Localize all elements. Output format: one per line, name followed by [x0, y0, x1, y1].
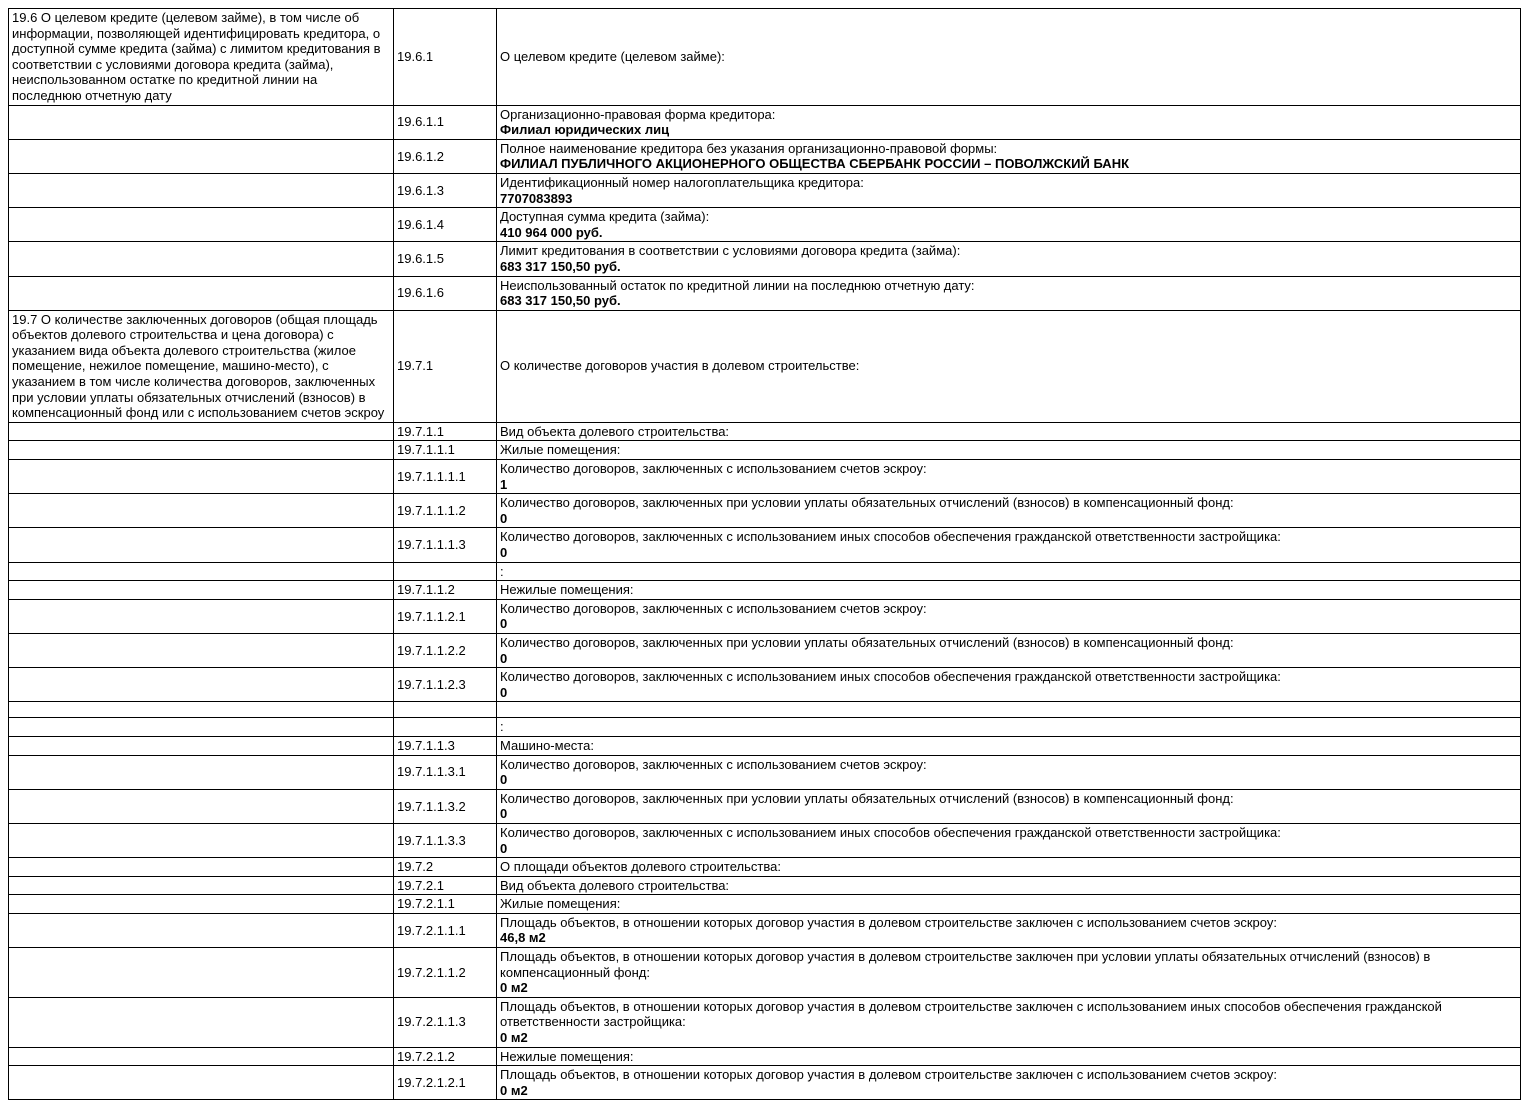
section-description-cell [9, 599, 394, 633]
field-label: Доступная сумма кредита (займа): [500, 209, 710, 225]
field-value: 46,8 м2 [500, 930, 546, 946]
table-row [9, 736, 1521, 755]
item-number-cell: 19.7.1 [394, 310, 497, 422]
field-value: 410 964 000 руб. [500, 224, 603, 240]
field-label: Жилые помещения: [500, 442, 621, 458]
content-cell [497, 736, 1521, 755]
section-description-cell [9, 105, 394, 139]
field-value: 0 [500, 510, 508, 526]
item-number-cell: 19.7.2.1.1.2 [394, 948, 497, 998]
section-description-cell [9, 441, 394, 460]
section-description-cell [9, 858, 394, 877]
content-cell [497, 422, 1521, 441]
field-value: 7707083893 [500, 190, 573, 206]
field-label: Организационно-правовая форма кредитора: [500, 106, 776, 122]
item-number-cell: 19.7.1.1.2 [394, 581, 497, 600]
content-cell [497, 1047, 1521, 1066]
table-row [9, 718, 1521, 737]
item-number-cell: 19.7.1.1 [394, 422, 497, 441]
section-description-cell [9, 789, 394, 823]
table-row [9, 310, 1521, 422]
table-row [9, 823, 1521, 857]
field-label: Количество договоров, заключенных с использованием иных способов обеспечения гражданской ответственности застройщика: [500, 824, 1281, 840]
table-row [9, 876, 1521, 895]
table-row [9, 9, 1521, 106]
field-label: Лимит кредитования в соответствии с условиями договора кредита (займа): [500, 243, 961, 259]
field-value: 0 [500, 650, 508, 666]
field-label: : [500, 719, 504, 735]
item-number-cell: 19.7.2.1.1 [394, 895, 497, 914]
table-row [9, 702, 1521, 718]
field-label: Идентификационный номер налогоплательщика кредитора: [500, 174, 864, 190]
section-description-cell [9, 208, 394, 242]
content-cell [497, 310, 1521, 422]
item-number-cell: 19.7.2.1.2 [394, 1047, 497, 1066]
section-description-cell [9, 755, 394, 789]
section-description-cell [9, 736, 394, 755]
section-description-cell [9, 528, 394, 562]
field-value: 0 м2 [500, 980, 528, 996]
section-description-cell [9, 702, 394, 718]
table-row [9, 789, 1521, 823]
table-row [9, 895, 1521, 914]
content-cell [497, 823, 1521, 857]
table-row [9, 668, 1521, 702]
item-number-cell [394, 702, 497, 718]
content-cell [497, 895, 1521, 914]
field-label: Количество договоров, заключенных с использованием иных способов обеспечения гражданской ответственности застройщика: [500, 669, 1281, 685]
field-label: Количество договоров, заключенных при условии уплаты обязательных отчислений (взносов) в компенсационный фонд: [500, 495, 1234, 511]
content-cell [497, 718, 1521, 737]
content-cell [497, 913, 1521, 947]
item-number-cell: 19.7.1.1.3.3 [394, 823, 497, 857]
item-number-cell: 19.7.2.1.1.1 [394, 913, 497, 947]
field-label: Количество договоров, заключенных с использованием иных способов обеспечения гражданской ответственности застройщика: [500, 529, 1281, 545]
section-description-cell [9, 633, 394, 667]
table-row [9, 755, 1521, 789]
field-label: Площадь объектов, в отношении которых договор участия в долевом строительстве заключен с использованием счетов эскроу: [500, 1067, 1277, 1083]
content-cell [497, 633, 1521, 667]
field-value: 0 [500, 840, 508, 856]
section-description-cell [9, 242, 394, 276]
table-row [9, 139, 1521, 173]
content-cell [497, 1066, 1521, 1100]
table-row [9, 528, 1521, 562]
section-description-cell [9, 1066, 394, 1100]
table-row [9, 633, 1521, 667]
declaration-table [8, 8, 1521, 1100]
item-number-cell: 19.6.1.4 [394, 208, 497, 242]
table-row [9, 599, 1521, 633]
table-row [9, 997, 1521, 1047]
section-description-cell [9, 876, 394, 895]
table-row [9, 441, 1521, 460]
content-cell [497, 441, 1521, 460]
section-description-cell [9, 1047, 394, 1066]
content-cell [497, 276, 1521, 310]
field-label: Вид объекта долевого строительства: [500, 423, 730, 439]
field-label: Количество договоров, заключенных с использованием счетов эскроу: [500, 600, 927, 616]
field-label: Жилые помещения: [500, 896, 621, 912]
item-number-cell: 19.7.1.1.2.3 [394, 668, 497, 702]
table-row [9, 1047, 1521, 1066]
section-description-cell [9, 718, 394, 737]
item-number-cell: 19.6.1.2 [394, 139, 497, 173]
table-row [9, 562, 1521, 581]
field-label: Вид объекта долевого строительства: [500, 877, 730, 893]
field-value: ФИЛИАЛ ПУБЛИЧНОГО АКЦИОНЕРНОГО ОБЩЕСТВА СБЕРБАНК РОССИИ – ПОВОЛЖСКИЙ БАНК [500, 156, 1130, 172]
item-number-cell: 19.7.2.1.1.3 [394, 997, 497, 1047]
field-value: 0 [500, 545, 508, 560]
table-row [9, 581, 1521, 600]
section-description-cell [9, 460, 394, 494]
item-number-cell: 19.7.1.1.3.1 [394, 755, 497, 789]
content-cell [497, 858, 1521, 877]
field-value: 0 [500, 684, 508, 700]
field-value: 0 м2 [500, 1082, 528, 1098]
item-number-cell: 19.7.1.1.1.3 [394, 528, 497, 562]
table-row [9, 1066, 1521, 1100]
field-label: О количестве договоров участия в долевом строительстве: [500, 358, 860, 374]
content-cell [497, 789, 1521, 823]
content-cell [497, 668, 1521, 702]
table-row [9, 242, 1521, 276]
field-label: Нежилые помещения: [500, 582, 634, 598]
content-cell [497, 9, 1521, 106]
declaration-table-body [9, 9, 1521, 1100]
field-label: Количество договоров, заключенных с использованием счетов эскроу: [500, 461, 927, 477]
item-number-cell: 19.6.1.6 [394, 276, 497, 310]
field-label: Полное наименование кредитора без указания организационно-правовой формы: [500, 140, 998, 156]
item-number-cell: 19.7.2 [394, 858, 497, 877]
field-label: Количество договоров, заключенных при условии уплаты обязательных отчислений (взносов) в компенсационный фонд: [500, 790, 1234, 806]
section-description-cell [9, 139, 394, 173]
field-value: 683 317 150,50 руб. [500, 293, 621, 309]
section-description-cell [9, 276, 394, 310]
table-row [9, 460, 1521, 494]
content-cell [497, 494, 1521, 528]
item-number-cell: 19.7.1.1.3.2 [394, 789, 497, 823]
content-cell [497, 562, 1521, 581]
content-cell [497, 105, 1521, 139]
field-label: Площадь объектов, в отношении которых договор участия в долевом строительстве заключен с использованием иных способов обеспечения гражданской ответственности застройщика: [500, 998, 1442, 1030]
item-number-cell: 19.7.1.1.1.1 [394, 460, 497, 494]
section-description-cell [9, 581, 394, 600]
item-number-cell: 19.6.1.1 [394, 105, 497, 139]
field-label: Количество договоров, заключенных с использованием счетов эскроу: [500, 756, 927, 772]
field-label: О площади объектов долевого строительства: [500, 859, 781, 875]
content-cell [497, 599, 1521, 633]
table-row [9, 173, 1521, 207]
field-value: 0 [500, 806, 508, 822]
field-label: Площадь объектов, в отношении которых договор участия в долевом строительстве заключен при условии уплаты обязательных отчислений (взносов) в компенсационный фонд: [500, 949, 1431, 980]
field-value: Филиал юридических лиц [500, 122, 670, 138]
content-cell [497, 242, 1521, 276]
section-description-cell: 19.7 О количестве заключенных договоров (общая площадь объектов долевого строительства и цена договора) с указанием вида объекта долевого строительства (жилое помещение, нежилое помещение, машино-место), с указанием в том числе количества договоров, заключенных при условии уплаты обязательных отчислений (взносов) в компенсационный фонд или с использованием счетов эскроу [9, 310, 394, 422]
section-description-cell [9, 494, 394, 528]
content-cell [497, 876, 1521, 895]
table-row [9, 913, 1521, 947]
item-number-cell: 19.7.2.1.2.1 [394, 1066, 497, 1100]
content-cell [497, 139, 1521, 173]
item-number-cell: 19.7.1.1.1.2 [394, 494, 497, 528]
section-description-cell [9, 913, 394, 947]
item-number-cell: 19.7.1.1.3 [394, 736, 497, 755]
item-number-cell: 19.6.1.5 [394, 242, 497, 276]
table-row [9, 422, 1521, 441]
field-label: Количество договоров, заключенных при условии уплаты обязательных отчислений (взносов) в компенсационный фонд: [500, 634, 1234, 650]
item-number-cell [394, 562, 497, 581]
section-description-cell [9, 422, 394, 441]
section-description-cell [9, 948, 394, 998]
table-row [9, 105, 1521, 139]
field-label: О целевом кредите (целевом займе): [500, 48, 725, 64]
table-row [9, 208, 1521, 242]
table-row [9, 494, 1521, 528]
item-number-cell: 19.6.1 [394, 9, 497, 106]
field-label: : [500, 563, 504, 579]
section-description-cell [9, 895, 394, 914]
field-value: 1 [500, 476, 508, 492]
table-row [9, 948, 1521, 998]
item-number-cell [394, 718, 497, 737]
table-row [9, 858, 1521, 877]
field-value: 0 [500, 772, 508, 788]
table-row [9, 276, 1521, 310]
content-cell [497, 755, 1521, 789]
item-number-cell: 19.7.1.1.2.2 [394, 633, 497, 667]
section-description-cell [9, 562, 394, 581]
section-description-cell [9, 668, 394, 702]
item-number-cell: 19.7.1.1.2.1 [394, 599, 497, 633]
section-description-cell [9, 823, 394, 857]
content-cell [497, 581, 1521, 600]
field-value: 683 317 150,50 руб. [500, 258, 621, 274]
content-cell [497, 528, 1521, 562]
section-description-cell [9, 997, 394, 1047]
content-cell [497, 208, 1521, 242]
item-number-cell: 19.7.2.1 [394, 876, 497, 895]
item-number-cell: 19.7.1.1.1 [394, 441, 497, 460]
content-cell [497, 948, 1521, 998]
section-description-cell [9, 173, 394, 207]
section-description-cell: 19.6 О целевом кредите (целевом займе), в том числе об информации, позволяющей идентифицировать кредитора, о доступной сумме кредита (займа) с лимитом кредитования в соответствии с условиями договора кредита (займа), неиспользованном остатке по кредитной линии на последнюю отчетную дату [9, 9, 394, 106]
field-value: 0 м2 [500, 1030, 528, 1046]
field-label: Неиспользованный остаток по кредитной линии на последнюю отчетную дату: [500, 277, 975, 293]
content-cell [497, 702, 1521, 718]
field-value: 0 [500, 616, 508, 632]
content-cell [497, 173, 1521, 207]
content-cell [497, 997, 1521, 1047]
content-cell [497, 460, 1521, 494]
item-number-cell: 19.6.1.3 [394, 173, 497, 207]
field-label: Машино-места: [500, 737, 594, 753]
field-label: Площадь объектов, в отношении которых договор участия в долевом строительстве заключен с использованием счетов эскроу: [500, 914, 1277, 930]
field-label: Нежилые помещения: [500, 1048, 634, 1064]
